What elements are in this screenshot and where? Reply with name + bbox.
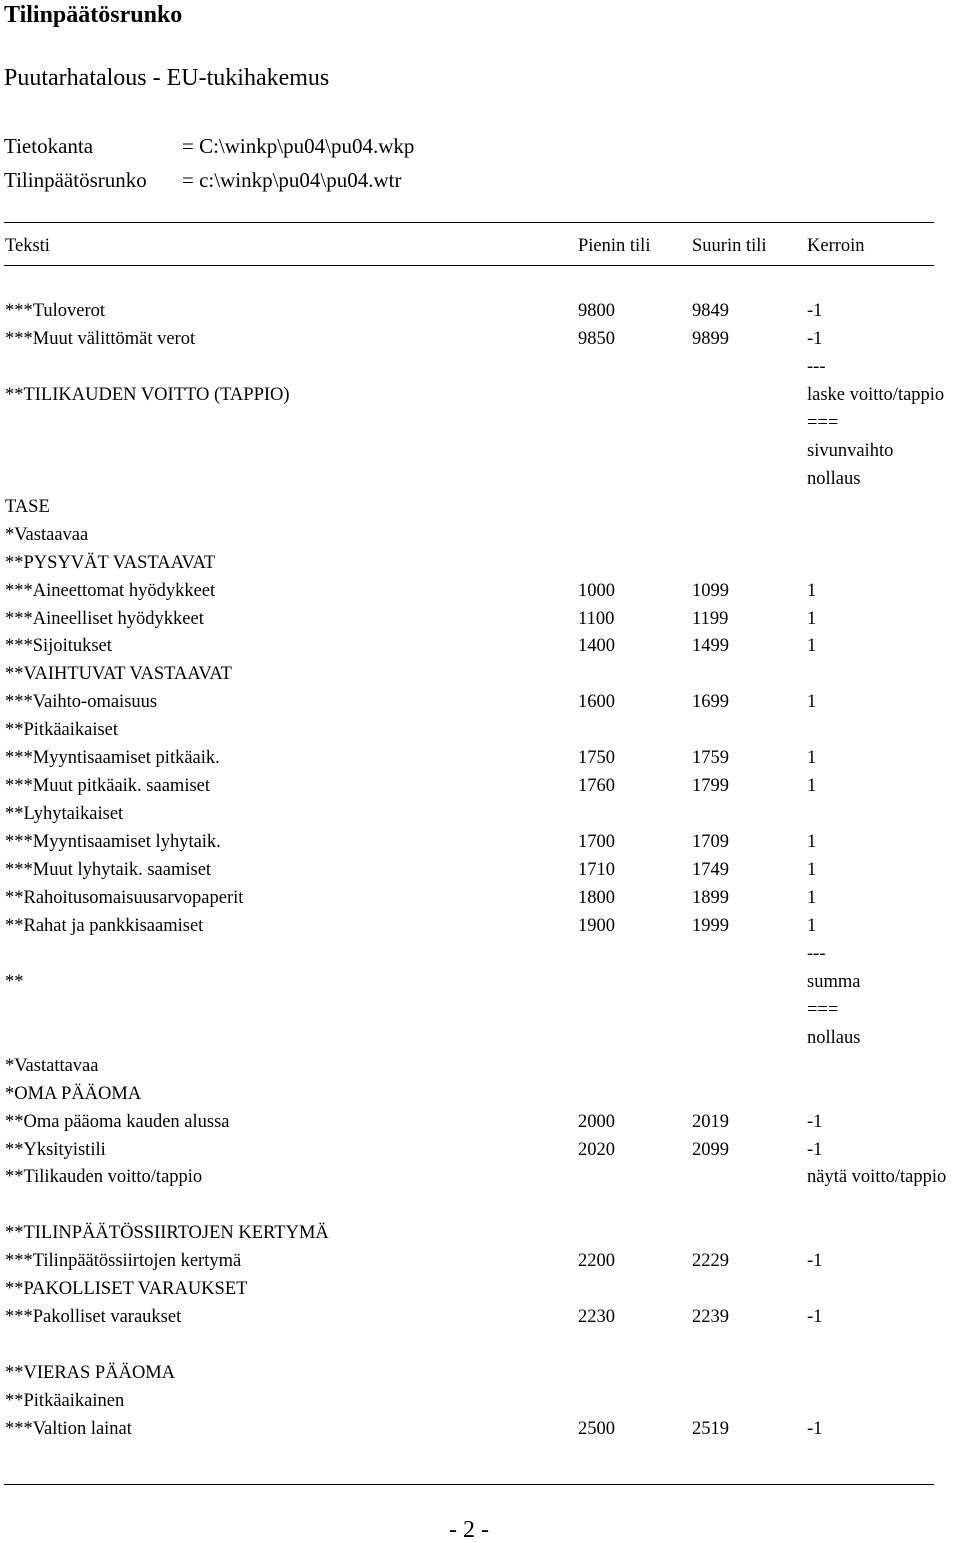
row-max-account: 2519: [692, 1419, 729, 1439]
table-row: [0, 496, 960, 522]
row-text: **Tilikauden voitto/tappio: [5, 1167, 203, 1188]
row-factor: -1: [807, 1307, 823, 1328]
row-max-account: 2099: [692, 1139, 729, 1160]
row-text: ***Aineettomat hyödykkeet: [5, 580, 216, 601]
row-min-account: 1000: [578, 580, 615, 601]
table-row: [0, 1362, 960, 1388]
meta-value-template: = c:\winkp\pu04\pu04.wtr: [182, 168, 402, 192]
table-row: [0, 524, 960, 550]
row-text: *OMA PÄÄOMA: [5, 1083, 142, 1104]
row-factor: -1: [807, 1139, 823, 1160]
row-text: ***Vaihto-omaisuus: [5, 692, 158, 713]
row-factor: ===: [807, 999, 839, 1020]
row-min-account: 1800: [578, 887, 615, 908]
meta-value-database: = C:\winkp\pu04\pu04.wkp: [182, 134, 415, 158]
row-max-account: 1499: [692, 636, 729, 657]
document-title: Tilinpäätösrunko: [4, 2, 183, 28]
row-max-account: 9849: [692, 301, 729, 321]
row-text: **: [5, 971, 24, 992]
row-text: **PAKOLLISET VARAUKSET: [5, 1279, 248, 1300]
row-min-account: 1600: [578, 692, 615, 713]
table-row: [0, 412, 960, 438]
table-row: [0, 1139, 960, 1165]
row-max-account: 1099: [692, 580, 729, 601]
row-factor: -1: [807, 1251, 823, 1272]
table-row: [0, 580, 960, 606]
row-factor: 1: [807, 692, 817, 713]
row-min-account: 1700: [578, 832, 615, 852]
row-text: ***Sijoitukset: [5, 636, 112, 657]
row-text: TASE: [5, 496, 50, 517]
column-header-min-account: Pienin tili: [578, 236, 651, 256]
row-text: **PYSYVÄT VASTAAVAT: [5, 552, 216, 573]
row-text: ***Valtion lainat: [5, 1419, 132, 1439]
row-min-account: 2200: [578, 1251, 615, 1272]
row-min-account: 1900: [578, 915, 615, 936]
row-factor: 1: [807, 860, 817, 880]
meta-label-database: Tietokanta: [4, 134, 94, 158]
table-row: [0, 356, 960, 382]
row-factor: nollaus: [807, 468, 861, 489]
row-factor: -1: [807, 1111, 823, 1132]
row-max-account: 2239: [692, 1307, 729, 1328]
row-text: ***Muut pitkäaik. saamiset: [5, 776, 211, 797]
row-text: **VIERAS PÄÄOMA: [5, 1363, 176, 1384]
table-row: [0, 663, 960, 689]
table-row: [0, 552, 960, 578]
table-row: [0, 831, 960, 857]
column-header-text: Teksti: [5, 236, 50, 256]
row-text: ***Tilinpäätössiirtojen kertymä: [5, 1251, 242, 1272]
row-min-account: 9850: [578, 328, 615, 349]
column-header-max-account: Suurin tili: [692, 236, 767, 256]
column-header-factor: Kerroin: [807, 236, 865, 256]
row-text: ***Myyntisaamiset pitkäaik.: [5, 748, 220, 769]
row-max-account: 1709: [692, 832, 729, 852]
table-row: [0, 1027, 960, 1053]
row-max-account: 9899: [692, 328, 729, 349]
footer-rule: [4, 1484, 934, 1485]
row-text: **TILINPÄÄTÖSSIIRTOJEN KERTYMÄ: [5, 1223, 329, 1244]
row-factor: 1: [807, 887, 817, 908]
row-max-account: 2019: [692, 1111, 729, 1132]
row-factor: ---: [807, 943, 826, 964]
row-text: ***Myyntisaamiset lyhytaik.: [5, 832, 221, 852]
table-row: [0, 915, 960, 941]
table-row: [0, 1222, 960, 1248]
row-factor: 1: [807, 776, 817, 797]
row-text: **Pitkäaikainen: [5, 1391, 125, 1411]
table-row: [0, 1278, 960, 1304]
row-factor: näytä voitto/tappio: [807, 1167, 947, 1188]
row-factor: 1: [807, 915, 817, 936]
table-row: [0, 1111, 960, 1137]
row-min-account: 1400: [578, 636, 615, 657]
row-min-account: 1750: [578, 748, 615, 769]
table-row: [0, 859, 960, 885]
row-factor: -1: [807, 328, 823, 349]
row-text: ***Muut välittömät verot: [5, 328, 196, 349]
row-max-account: 1799: [692, 776, 729, 797]
table-row: [0, 1334, 960, 1360]
row-factor: nollaus: [807, 1027, 861, 1048]
row-max-account: 1899: [692, 887, 729, 908]
row-text: ***Aineelliset hyödykkeet: [5, 608, 204, 629]
row-text: ***Tuloverot: [5, 301, 106, 321]
row-min-account: 2000: [578, 1111, 615, 1132]
row-factor: -1: [807, 301, 823, 321]
table-row: [0, 719, 960, 745]
table-row: [0, 1166, 960, 1192]
table-row: [0, 1055, 960, 1081]
table-row: [0, 1083, 960, 1109]
table-row: [0, 328, 960, 354]
page-number: - 2 -: [449, 1517, 489, 1543]
table-row: [0, 1194, 960, 1220]
row-factor: sivunvaihto: [807, 440, 894, 461]
table-row: [0, 943, 960, 969]
table-row: [0, 747, 960, 773]
row-text: **Lyhytaikaiset: [5, 804, 124, 825]
row-min-account: 1100: [578, 608, 615, 629]
table-row: [0, 300, 960, 326]
table-row: [0, 1306, 960, 1332]
row-factor: 1: [807, 748, 817, 769]
row-factor: summa: [807, 971, 861, 992]
row-min-account: 1710: [578, 860, 615, 880]
document-subtitle: Puutarhatalous - EU-tukihakemus: [4, 65, 330, 91]
table-row: [0, 775, 960, 801]
meta-label-template: Tilinpäätösrunko: [4, 168, 147, 192]
row-text: **TILIKAUDEN VOITTO (TAPPIO): [5, 384, 290, 405]
table-row: [0, 691, 960, 717]
row-text: **VAIHTUVAT VASTAAVAT: [5, 664, 232, 685]
row-factor: 1: [807, 580, 817, 601]
row-min-account: 2020: [578, 1139, 615, 1160]
row-max-account: 1759: [692, 748, 729, 769]
row-factor: -1: [807, 1419, 823, 1439]
row-max-account: 1999: [692, 915, 729, 936]
row-factor: 1: [807, 608, 817, 629]
table-row: [0, 1390, 960, 1416]
row-text: **Oma pääoma kauden alussa: [5, 1111, 230, 1132]
table-row: [0, 887, 960, 913]
row-max-account: 1749: [692, 860, 729, 880]
table-row: [0, 971, 960, 997]
table-row: [0, 1250, 960, 1276]
row-text: *Vastaavaa: [5, 524, 89, 545]
row-text: **Rahat ja pankkisaamiset: [5, 915, 204, 936]
row-min-account: 1760: [578, 776, 615, 797]
table-header: [0, 235, 960, 261]
table-row: [0, 608, 960, 634]
row-text: ***Muut lyhytaik. saamiset: [5, 860, 212, 880]
row-factor: ===: [807, 412, 839, 433]
table-row: [0, 440, 960, 466]
row-factor: 1: [807, 636, 817, 657]
table-row: [0, 468, 960, 494]
row-min-account: 9800: [578, 301, 615, 321]
row-text: **Yksityistili: [5, 1139, 106, 1160]
table-row: [0, 999, 960, 1025]
table-row: [0, 1418, 960, 1444]
row-factor: ---: [807, 356, 826, 377]
header-bottom-rule: [4, 265, 934, 266]
row-max-account: 1199: [692, 608, 729, 629]
table-row: [0, 803, 960, 829]
table-row: [0, 384, 960, 410]
row-min-account: 2500: [578, 1419, 615, 1439]
row-text: **Rahoitusomaisuusarvopaperit: [5, 887, 244, 908]
row-text: ***Pakolliset varaukset: [5, 1307, 182, 1328]
row-max-account: 2229: [692, 1251, 729, 1272]
row-text: *Vastattavaa: [5, 1055, 99, 1076]
table-row: [0, 635, 960, 661]
row-min-account: 2230: [578, 1307, 615, 1328]
row-factor: 1: [807, 832, 817, 852]
row-factor: laske voitto/tappio: [807, 384, 945, 405]
header-top-rule: [4, 222, 934, 223]
row-text: **Pitkäaikaiset: [5, 720, 119, 741]
row-max-account: 1699: [692, 692, 729, 713]
